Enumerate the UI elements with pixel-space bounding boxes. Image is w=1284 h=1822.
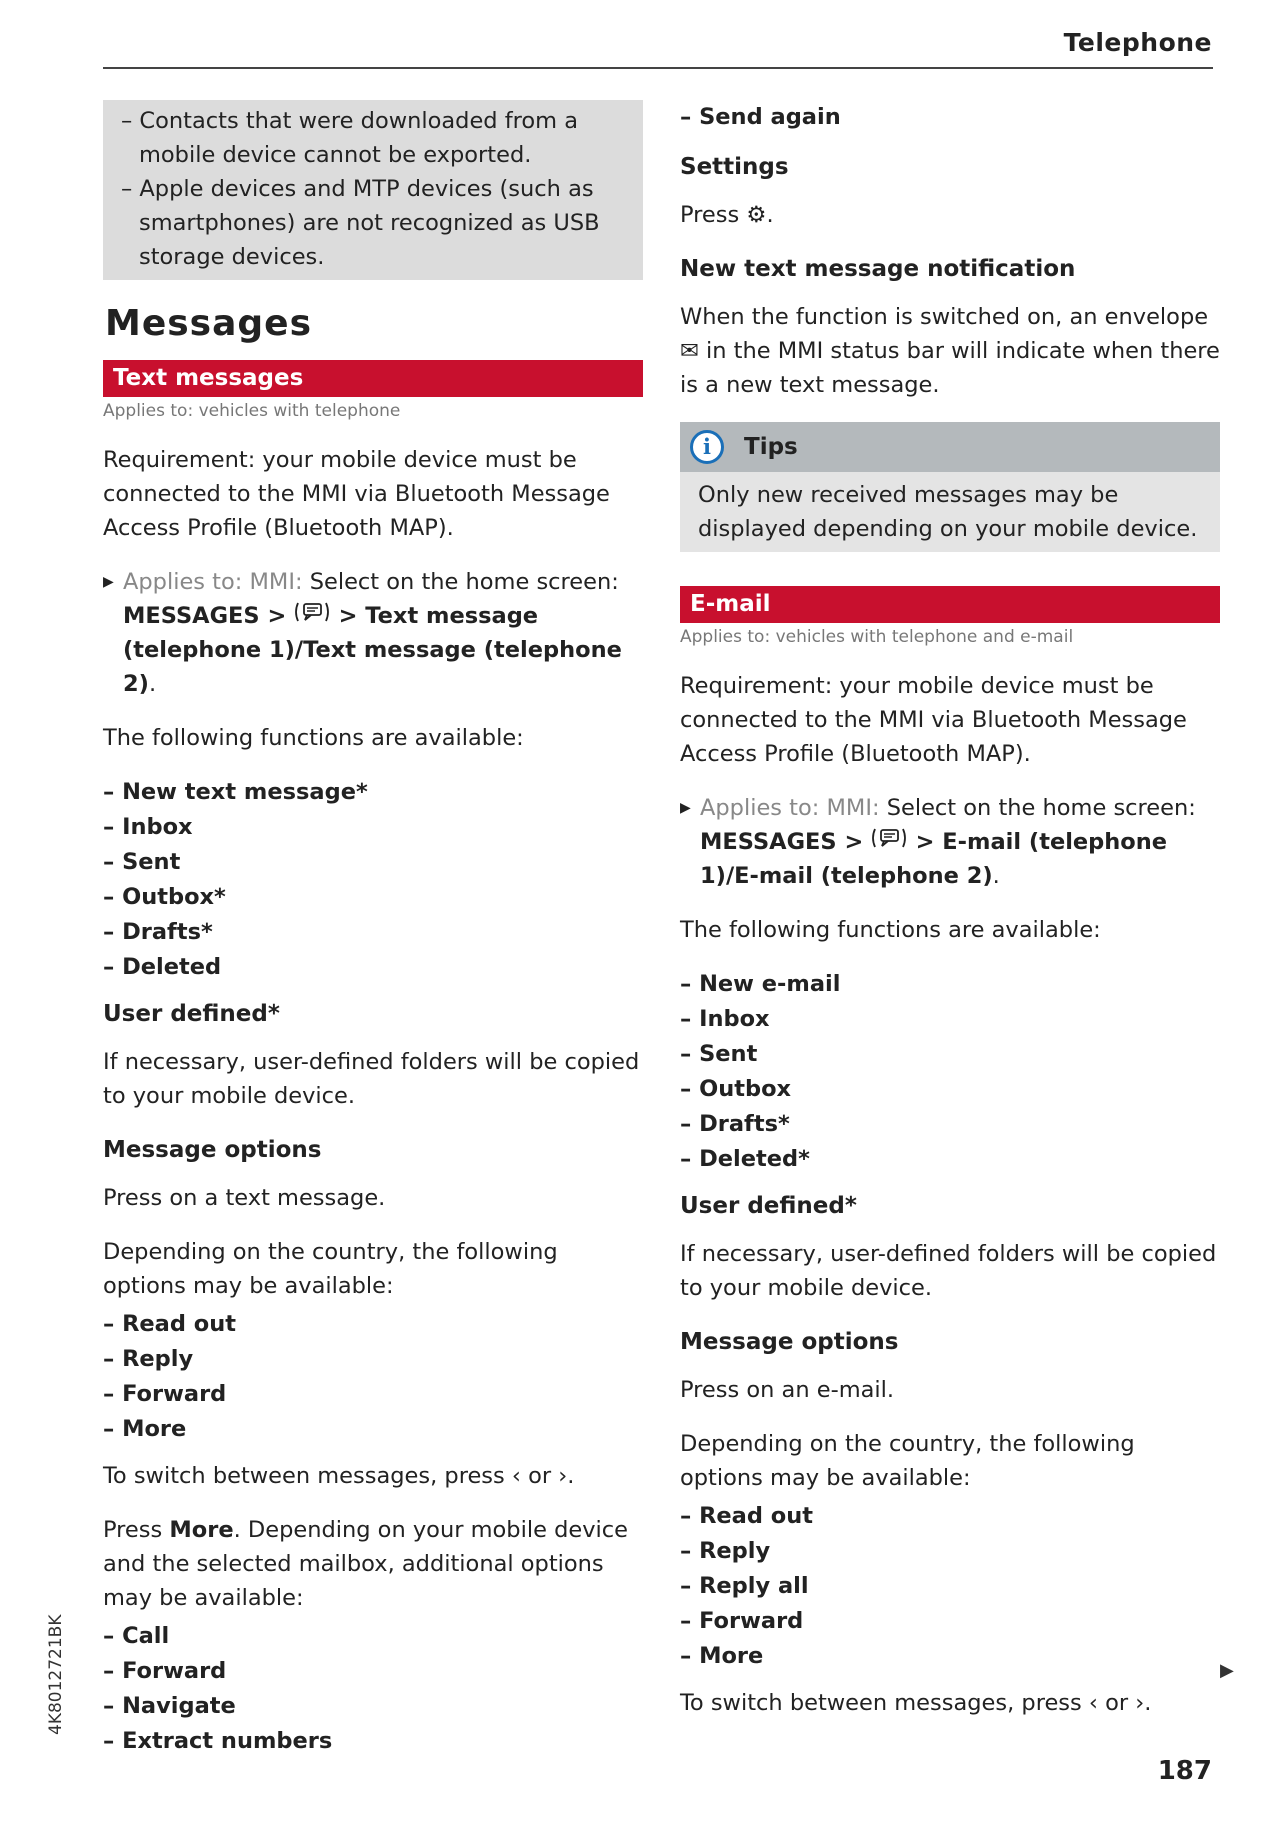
- more-text: [103, 1513, 643, 1615]
- options-list: [680, 1499, 1220, 1674]
- switch-or: or: [528, 1463, 552, 1489]
- applies-note: Applies to: vehicles with telephone and e-mail: [680, 627, 1074, 647]
- switch-or: or: [1105, 1690, 1129, 1716]
- list-item: – Inbox: [103, 814, 193, 840]
- list-item: – Forward: [103, 1381, 227, 1407]
- list-item: – Drafts*: [103, 919, 213, 945]
- functions-list: [680, 967, 1220, 1177]
- options-intro: Depending on the country, the following options may be available:: [103, 1239, 558, 1299]
- list-item: – Sent: [680, 1041, 758, 1067]
- header-divider: [103, 67, 1213, 69]
- user-defined-heading: User defined*: [103, 1001, 280, 1027]
- list-item: – Extract numbers: [103, 1728, 333, 1754]
- tips-title: Tips: [744, 434, 798, 460]
- functions-intro: The following functions are available:: [680, 917, 1101, 943]
- options-press-text: Press on a text message.: [103, 1185, 386, 1211]
- text-messages-bar: Text messages: [103, 360, 643, 397]
- requirement-text: Requirement: your mobile device must be connected to the MMI via Bluetooth Message Access Profile (Bluetooth MAP).: [680, 673, 1187, 767]
- list-item: – Outbox: [680, 1076, 792, 1102]
- chevron-left-icon: ‹: [1088, 1690, 1098, 1716]
- right-column: [680, 100, 1220, 1740]
- chevron-right-icon: ›: [1135, 1690, 1145, 1716]
- left-column: [103, 100, 643, 1771]
- page-number: 187: [1157, 1756, 1212, 1786]
- send-again-item: – Send again: [680, 104, 841, 130]
- step-path: > Text message (telephone 1)/Text message (telephone 2): [123, 603, 622, 697]
- list-item: – More: [103, 1416, 187, 1442]
- settings-heading: Settings: [680, 154, 789, 180]
- step-arrow-icon: ▶: [680, 800, 691, 816]
- list-item: – Call: [103, 1623, 170, 1649]
- message-options-heading: Message options: [680, 1329, 899, 1355]
- messages-icon: [293, 599, 331, 633]
- settings-press: Press ⚙.: [680, 202, 774, 228]
- step-text: Select on the home screen:: [886, 795, 1196, 821]
- info-icon: i: [690, 430, 724, 464]
- switch-messages-text: To switch between messages, press ‹ or ›.: [103, 1463, 575, 1489]
- step-path: > E-mail (telephone 1)/E-mail (telephone 2): [700, 829, 1168, 889]
- messages-icon: [870, 825, 908, 859]
- envelope-icon: ✉: [680, 338, 699, 364]
- step-arrow-icon: ▶: [103, 574, 114, 590]
- options-press-text: Press on an e-mail.: [680, 1377, 895, 1403]
- step-text: Select on the home screen:: [309, 569, 619, 595]
- list-item: – Read out: [680, 1503, 814, 1529]
- list-item: – Reply all: [680, 1573, 809, 1599]
- note-item: – Contacts that were downloaded from a mobile device cannot be exported.: [121, 108, 579, 168]
- functions-intro: The following functions are available:: [103, 725, 524, 751]
- chevron-left-icon: ‹: [511, 1463, 521, 1489]
- step-path: MESSAGES >: [123, 603, 287, 629]
- list-item: – New text message*: [103, 779, 368, 805]
- more-text-b: More: [169, 1517, 234, 1543]
- note-box: [103, 100, 643, 280]
- list-item: – Drafts*: [680, 1111, 790, 1137]
- user-defined-heading: User defined*: [680, 1193, 857, 1219]
- notification-text-b: in the MMI status bar will indicate when there is a new text message.: [680, 338, 1220, 398]
- list-item: – Forward: [103, 1658, 227, 1684]
- step-path: MESSAGES >: [700, 829, 864, 855]
- continue-arrow-icon: ▶: [1220, 1660, 1234, 1681]
- document-code: 4K8012721BK: [46, 1614, 66, 1735]
- switch-text: To switch between messages, press: [103, 1463, 505, 1489]
- gear-icon: ⚙: [746, 202, 767, 228]
- list-item: – Read out: [103, 1311, 237, 1337]
- instruction-step: ▶ Applies to: MMI: Select on the home screen: MESSAGES > > E-mail (telephone 1)/E-mail (telephone 2).: [680, 791, 1220, 893]
- note-item: – Apple devices and MTP devices (such as smartphones) are not recognized as USB storage devices.: [121, 176, 600, 270]
- list-item: – Inbox: [680, 1006, 770, 1032]
- list-item: – New e-mail: [680, 971, 841, 997]
- email-bar: E-mail: [680, 586, 1220, 623]
- applies-note: Applies to: vehicles with telephone: [103, 401, 401, 421]
- step-applies: Applies to: MMI:: [123, 569, 303, 595]
- tips-header: [680, 422, 1220, 472]
- more-text-c: . Depending on your mobile device and the selected mailbox, additional options may be available:: [103, 1517, 628, 1611]
- options-intro: Depending on the country, the following options may be available:: [680, 1431, 1135, 1491]
- more-text-a: Press: [103, 1517, 163, 1543]
- list-item: – Outbox*: [103, 884, 226, 910]
- list-item: – Deleted: [103, 954, 222, 980]
- list-item: – Reply: [680, 1538, 771, 1564]
- switch-text: To switch between messages, press: [680, 1690, 1082, 1716]
- instruction-step: ▶ Applies to: MMI: Select on the home screen: MESSAGES > > Text message (telephone 1)/Text message (telephone 2).: [103, 565, 643, 701]
- user-defined-text: If necessary, user-defined folders will be copied to your mobile device.: [680, 1241, 1217, 1301]
- more-options-list: [103, 1619, 643, 1759]
- user-defined-text: If necessary, user-defined folders will be copied to your mobile device.: [103, 1049, 640, 1109]
- functions-list: [103, 775, 643, 985]
- notification-text-a: When the function is switched on, an envelope: [680, 304, 1209, 330]
- list-item: – Forward: [680, 1608, 804, 1634]
- tips-box: [680, 422, 1220, 552]
- section-title: Messages: [105, 303, 313, 344]
- list-item: – Sent: [103, 849, 181, 875]
- list-item: – Deleted*: [680, 1146, 810, 1172]
- list-item: – Navigate: [103, 1693, 236, 1719]
- message-options-heading: Message options: [103, 1137, 322, 1163]
- running-header: Telephone: [1063, 28, 1212, 57]
- switch-messages-text: To switch between messages, press ‹ or ›.: [680, 1690, 1152, 1716]
- requirement-text: Requirement: your mobile device must be connected to the MMI via Bluetooth Message Access Profile (Bluetooth MAP).: [103, 447, 610, 541]
- chevron-right-icon: ›: [558, 1463, 568, 1489]
- step-applies: Applies to: MMI:: [700, 795, 880, 821]
- notification-heading: New text message notification: [680, 256, 1076, 282]
- tips-text: Only new received messages may be displayed depending on your mobile device.: [698, 482, 1198, 542]
- settings-press-text: Press: [680, 202, 740, 228]
- notification-text: [680, 300, 1220, 402]
- options-list: [103, 1307, 643, 1447]
- list-item: – More: [680, 1643, 764, 1669]
- list-item: – Reply: [103, 1346, 194, 1372]
